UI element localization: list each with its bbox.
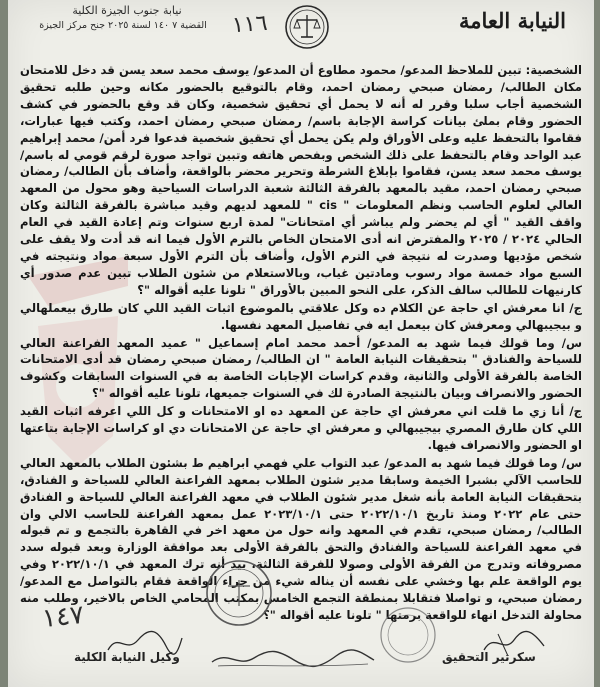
document-page bbox=[8, 0, 594, 687]
secretary-title: سكرتير التحقيق bbox=[442, 650, 536, 664]
official-stamp-icon bbox=[378, 600, 438, 670]
handwritten-name-icon bbox=[208, 644, 378, 672]
case-reference: القضية ٧ ١٤٠ لسنة ٢٠٢٥ جنح مركز الجيزة bbox=[39, 20, 207, 31]
page-number: ١١٦ bbox=[231, 10, 269, 39]
prosecutor-title: وكيل النيابة الكلية bbox=[74, 650, 180, 664]
page-header bbox=[8, 0, 594, 58]
handwritten-page-number: ١٤٧ bbox=[40, 599, 86, 635]
testimony-paragraph: الشخصية: تبين للملاحظ المدعو/ محمود مطاوع أن المدعو/ يوسف محمد سعد يسن قد دخل للامتحان مكان الطالب/ رمضان صبحي رمضان احمد، وقام بالتوقيع بالحضور مكانه وحين طلبه تحقيق الشخصية أجاب سلبا وقرر له أنه لا يحمل أي تحقيق شخصية، وكان قد وقع بالحضور في كشف الحضور وقام بملئ بيانات كراسة الإجابة باسم/ رمضان صبحي رمضان احمد، وكتب فيها عبارات، فقاموا بالتحفظ عليه وعلى الأوراق ولم يكن يحمل أي تحقيق شخصية فدعوا فرد أمن/ محمد إبراهيم عبد الواحد وقام بالتحفظ على ذلك الشخص وبفحص هاتفه وتبين تواجد صورة لرقم قومي له باسم/ يوسف محمد سعد يسن، فقاموا بإبلاغ الشرطة وتحرير محضر بالواقعة، وأضاف بأن الطالب/ رمضان صبحي رمضان احمد، مقيد بالمعهد بالفرقة الثالثة شعبة الدراسات السياحية وهو محول من المعهد العالي لعلوم الحاسب ونظم المعلومات " cis " للمعهد لديهم وقيد مباشرة بالفرقة الثالثة وكان واقف القيد " أي لم يحضر ولم يباشر أي امتحانات" لمدة اربع سنوات وتم إعادة القيد في العام الحالي ٢٠٢٤ / ٢٠٢٥ والمفترض انه أدى الامتحان الخاص بالترم الأول فيما انه قد أدت ولا يقف على شخص مؤديها وصدرت له نتيجة في الترم الأول، وأضاف بأن الترم الأول سبعة مواد ونتيجته في السبع مواد خمسة مواد رسوب ومادتين غياب، وبالاستعلام من شئون الطلاب تبين عدم صدور أي كارنيهات للطالب سالف الذكر، على النحو المبين بالأوراق " تلونا عليه أقواله "؟ bbox=[20, 63, 583, 297]
brand-title: النيابة العامة bbox=[459, 8, 566, 33]
testimony-paragraph: س/ وما قولك فيما شهد به المدعو/ أحمد محمد امام إسماعيل " عميد المعهد الفراعنة العالي للسياحة والفنادق " بتحقيقات النيابة العامة " ان الطالب/ رمضان صبحي رمضان قد أدى الامتحانات الخاصة بالفرقة الأولى والثانية، وقدم كراسات الإجابات الخاصة به في السنوات السابقات وكشوف الحضور والانصراف وبيان بالنتيجة الصادرة لك في السنوات جميعها، تلونا عليه أقواله "؟ bbox=[20, 335, 582, 401]
scales-emblem-icon bbox=[284, 4, 330, 50]
official-stamp-icon bbox=[204, 556, 274, 630]
testimony-paragraph: ج/ انا معرفش اي حاجة عن الكلام ده وكل علاقتي بالموضوع اثبات القيد اللي كان طارق بيعملهالي و بيجيبهالي ومعرفش كان بيعمل ايه في تفاصيل المعهد نفسها. bbox=[20, 300, 582, 332]
testimony-paragraph: ج/ أنا زي ما قلت اني معرفش اي حاجة عن المعهد ده او الامتحانات و كل اللي اعرفه اثبات القيد اللي كان طارق المصري بيجيبهالي و معرفش اي حاجة عن الامتحانات دي او كراسات الإجابة بتاعتها او الحضور والانصراف فيها. bbox=[20, 404, 582, 452]
prosecution-name: نيابة جنوب الجيزة الكلية bbox=[72, 4, 182, 17]
testimony-body bbox=[20, 62, 582, 625]
testimony-paragraph: س/ وما قولك فيما شهد به المدعو/ عبد التواب علي فهمي ابراهيم ط بشئون الطلاب بالمعهد العالي للحاسب الآلي بشبرا الخيمة وسابقا مدير شئون الطلاب بمعهد الفراعنة العالي للسياحة و الفنادق، بتحقيقات النيابة العامة بأنه شغل مدير شئون الطلاب في معهد الفراعنة العالي للسياحة و الفنادق حتى عام ٢٠٢٢ ومنذ تاريخ ٢٠٢٢/١٠/١ حتى ٢٠٢٣/١٠/١ عمل بمعهد الفراعنة للحاسب الالي وان الطالب/ رمضان صبحي، تقدم في المعهد وانه حول من معهد اخر في القاهرة بالتجمع و تم قبوله في معهد الفراعنة للسياحة والفنادق والتحق بالفرقة الأولى بعد موافقة الوزارة وبعد قبوله سدد مصروفاته وتدرج من الفرقة الأولى وصولا للفرقة الثالثة، بيد أنه ترك المعهد في ٢٠٢٢/١٠/١ وفي يوم الواقعة علم بها وخشي على نفسه أن يناله شيء من جراء الواقعة فقام بالتواصل مع المدعو/ رمضان صبحي، و تواصلا فتقابلا بمنطقة التجمع الخامس بمكتب المحامي الخاص بالاخير، وطلب منه محاولة التدخل انهاء للواقعة برمتها " تلونا عليه أقواله "؟ bbox=[20, 455, 583, 622]
